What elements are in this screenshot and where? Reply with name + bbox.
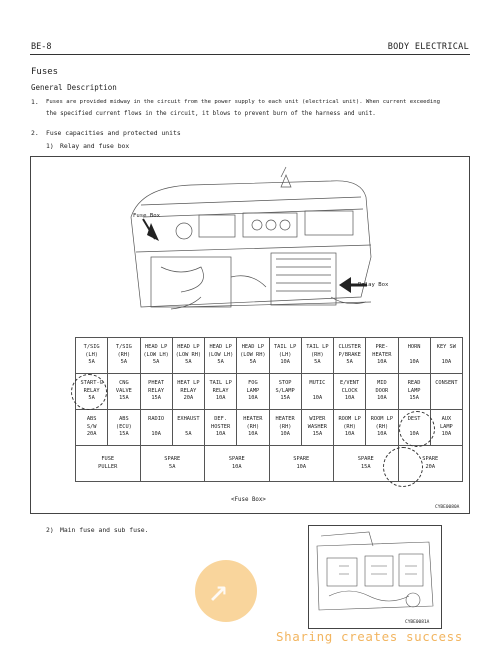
fuse-label: (RH) [310,351,324,358]
page-title: Fuses [31,67,59,77]
fuse-rating: 10A [377,395,387,402]
fuse-label: DEF. [214,416,227,423]
fuse-rating: 5A [152,359,160,366]
fuse-cell [430,338,462,374]
fuse-rating: 5A [88,359,95,366]
fuse-label: STOP [278,380,292,387]
fuse-label: LAMP [246,387,260,394]
fuse-cell [172,374,204,410]
fuse-label: T/SIG [83,344,100,351]
fuse-label: WIPER [309,416,326,423]
fuse-label: CLOCK [341,387,358,394]
fuse-label: HOSTER [211,423,231,430]
fuse-rating: 10A [151,431,161,438]
fuse-cell [366,374,398,410]
fuse-label: DEST [407,416,421,423]
fuse-cell [76,446,141,482]
fuse-label: RADIO [148,416,165,423]
item2-1-text: Relay and fuse box [60,142,130,150]
item2-1-num: 1) [46,142,54,150]
fuse-rating: 5A [169,463,176,470]
fuse-cell [430,410,462,446]
arrow-icon: ↗ [208,570,229,610]
fuse-rating: 10A [441,359,452,366]
fuse-label: RELAY [180,387,197,394]
fuse-label: HEAD LP [144,344,168,351]
fuse-label: PHEAT [148,380,165,387]
fuse-label: (RH) [343,423,356,430]
fuse-label: P/BRAKE [338,351,361,358]
fuse-cell [237,374,269,410]
fuse-label [173,424,204,432]
main-fuse-illustration [309,526,441,628]
fuse-label: VALVE [115,387,132,394]
fuse-rating: 20A [183,395,194,402]
fuse-label: S/LAMP [275,387,295,394]
fuse-label: HEATER [275,416,295,423]
section-title: BODY ELECTRICAL [387,42,469,52]
fuse-cell [140,374,172,410]
fuse-label: E/VENT [340,380,360,387]
fuse-cell [205,446,270,482]
fuse-rating: 10A [409,431,419,438]
fuse-rating [431,395,462,403]
fuse-rating: 5A [120,359,128,366]
fuse-cell [108,374,140,410]
section-subtitle: General Description [31,83,117,92]
fuse-label: (LOW LH) [207,351,234,358]
fuse-label: START-G [80,380,103,387]
item2-2-text: Main fuse and sub fuse. [60,526,149,534]
highlight-circle [71,374,107,410]
fuse-label: SPARE [422,455,439,462]
fuse-cell [140,410,172,446]
fuse-label: (RH) [278,423,292,430]
fuse-label [431,352,462,360]
header-rule [30,54,470,55]
fuse-label: ABS [119,416,129,423]
fuse-label: SPARE [164,455,181,462]
fuse-label: AUX [441,416,452,423]
fuse-label: RELAY [212,387,229,394]
fuse-rating: 10A [215,431,226,438]
fuse-rating: 5A [249,359,257,366]
fuse-rating: 15A [360,463,371,470]
fuse-rating: 10A [344,395,355,402]
figure1-caption: <Fuse Box> [231,497,266,503]
fuse-label: WASHER [307,423,327,430]
fuse-cell [76,338,108,374]
fuse-rating: 10A [280,431,290,438]
fuse-rating: 20A [425,463,436,470]
fuse-rating: 10A [248,395,258,402]
fuse-cell [269,446,334,482]
fuse-label: HORN [407,344,421,351]
highlight-circle [383,447,423,487]
fuse-cell [301,374,333,410]
fuse-rating: 15A [151,395,161,402]
watermark-text: Sharing creates success [276,629,463,644]
fuse-label: TAIL LP [306,344,329,351]
figure2-code: CYBE0081A [405,620,430,625]
fuse-cell [140,446,205,482]
dashboard-illustration [31,157,469,332]
fuse-label [302,388,333,396]
fuse-rating: 5A [314,359,321,366]
para1-num: 1. [31,98,39,106]
fuse-label: ABS [86,416,97,423]
fuse-rating: 10A [231,463,242,470]
fuse-label: T/SIG [115,344,132,351]
fuse-rating: 5A [88,395,95,402]
fuse-label [141,424,172,432]
fuse-label: (LH) [85,351,98,358]
fuse-cell [172,410,204,446]
highlight-circle [399,411,435,447]
fuse-rating: 15A [409,395,419,402]
fuse-label: (LH) [278,351,292,358]
fuse-cell [334,410,366,446]
fuse-label: LAMP [407,387,421,394]
fuse-label: S/W [86,423,97,430]
fuse-label: MUTIC [309,380,326,387]
fuse-cell [301,338,333,374]
fuse-cell [398,338,430,374]
fuse-label: HEAD LP [241,344,265,351]
fuse-label [431,388,462,396]
fuse-cell [366,410,398,446]
fuse-rating: 10A [409,359,419,366]
fuse-row [76,374,463,410]
fuse-label: (LOW RH) [240,351,266,358]
fuse-cell [398,374,430,410]
fuse-rating: 10A [312,395,323,402]
fuse-rating: 5A [217,359,224,366]
fuse-cell [205,338,237,374]
item2-text: Fuse capacities and protected units [46,129,181,137]
fuse-cell [172,338,204,374]
fuse-rating: 10A [377,359,387,366]
fuse-label: (LOW LH) [143,351,169,358]
fuse-label: DOOR [375,387,389,394]
fuse-label: PRE- [375,344,389,351]
para1-line2: the specified current flows in the circuit, it blows to prevent burn of the harness and unit. [46,111,376,117]
fuse-rating: 10A [280,359,290,366]
fuse-label: ROOM LP [370,416,394,423]
fuse-rating: 15A [119,431,129,438]
fuse-label [399,352,430,360]
fuse-label: (ECU) [115,423,132,430]
fuse-label: ROOM LP [338,416,361,423]
fuse-label: CONSENT [435,380,458,387]
fuse-label: TAIL LP [209,380,232,387]
fuse-label: PULLER [98,463,118,470]
fuse-label: SPARE [293,455,310,462]
fuse-label: HEAD LP [209,344,232,351]
fuse-cell [269,338,301,374]
fuse-label: (LOW RH) [175,351,202,358]
fuse-label: KEY SW [436,344,456,351]
fuse-rating: 10A [344,431,355,438]
fuse-label: MID [377,380,387,387]
figure-main-fuse [308,525,442,629]
fuse-label: SPARE [228,455,245,462]
fuse-label: (RH) [246,423,260,430]
fuse-rating: 10A [215,395,226,402]
fuse-cell [205,410,237,446]
fuse-cell [430,374,462,410]
relay-box-label: Relay Box [358,282,389,288]
para1-line1: Fuses are provided midway in the circuit from the power supply to each unit (electrical unit). When current exceeding [46,99,441,105]
fuse-label: LAMP [439,423,453,430]
fuse-cell [108,338,140,374]
fuse-label: HEAD LP [177,344,200,351]
fuse-label: SPARE [357,455,374,462]
fuse-rating: 15A [119,395,129,402]
fuse-label: CNG [119,380,129,387]
fuse-cell [237,410,269,446]
fuse-rating: 5A [346,359,353,366]
page-id: BE-8 [31,42,52,52]
fuse-cell [140,338,172,374]
fuse-rating: 5A [185,431,192,438]
fuse-cell [108,410,140,446]
fuse-label: RELAY [148,387,165,394]
fuse-label: TAIL LP [273,344,297,351]
fuse-rating: 15A [312,431,323,438]
item2-num: 2. [31,129,39,137]
figure-fuse-relay-box [30,156,470,514]
fuse-cell [366,338,398,374]
fuse-rating: 15A [280,395,290,402]
fuse-rating: 10A [441,431,452,438]
fuse-label: EXHAUST [177,416,200,423]
fuse-rating: 20A [86,431,97,438]
fuse-cell [301,410,333,446]
fuse-cell [237,338,269,374]
fuse-label: HEATER [243,416,263,423]
fuse-rating: 10A [248,431,258,438]
fuse-rating: 5A [185,359,192,366]
fuse-label: (RH) [117,351,131,358]
fuse-label: RELAY [83,387,100,394]
fuse-cell [269,374,301,410]
fuse-label: CLUSTER [338,344,361,351]
fuse-label: HEATER [372,351,392,358]
fuse-label: HEAT LP [177,380,200,387]
fuse-row [76,338,463,374]
fuse-rating: 10A [377,431,387,438]
fuse-label: FOG [248,380,258,387]
fuse-cell [334,374,366,410]
fuse-cell [76,410,108,446]
fuse-box-label: Fuse Box [133,213,160,219]
fuse-label: FUSE [101,455,115,462]
fuse-rating: 10A [296,463,307,470]
figure1-code: CYBE0080A [435,505,460,510]
fuse-label: READ [407,380,421,387]
fuse-cell [334,338,366,374]
fuse-cell [269,410,301,446]
fuse-cell [205,374,237,410]
item2-2-num: 2) [46,526,54,534]
fuse-label: (RH) [375,423,389,430]
